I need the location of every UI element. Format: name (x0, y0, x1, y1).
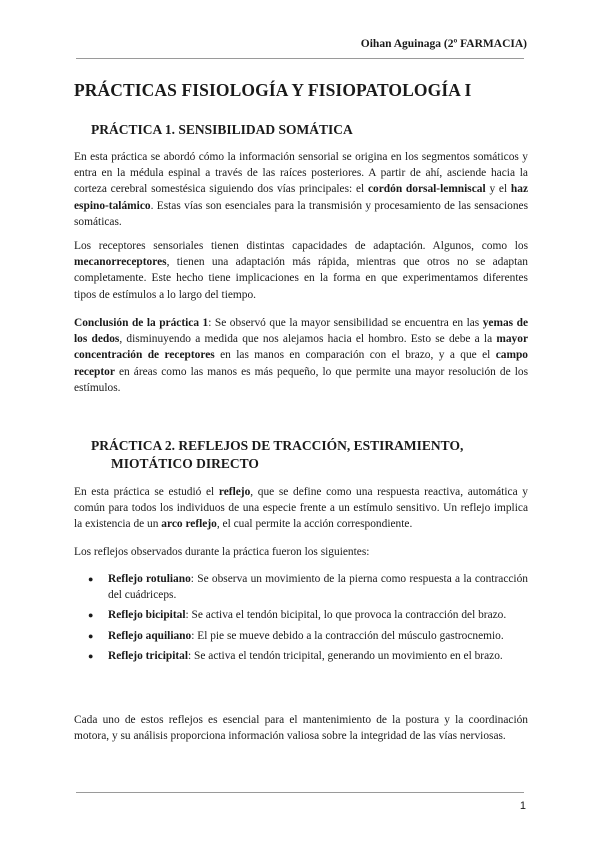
document-title: PRÁCTICAS FISIOLOGÍA Y FISIOPATOLOGÍA I (74, 80, 472, 100)
bullet-icon: ● (88, 610, 94, 621)
bullet-icon: ● (88, 630, 94, 641)
bullet-icon: ● (88, 574, 94, 584)
list-item: ● Reflejo aquiliano: El pie se mueve debido a la contracción del músculo gastrocnemio. (74, 628, 528, 644)
section-1-heading: PRÁCTICA 1. SENSIBILIDAD SOMÁTICA (91, 122, 353, 137)
section-2-paragraph-1: En esta práctica se estudió el reflejo, que se define como una respuesta reactiva, automática y común para todos los individuos de una especie frente a un estímulo sensitivo. Un reflejo implica la existencia de un arco reflejo, el cual permite la acción correspondiente. (74, 486, 528, 531)
page-number: 1 (519, 800, 526, 812)
section-2-paragraph-3: Cada uno de estos reflejos es esencial para el mantenimiento de la postura y la coordinación motora, y su análisis proporciona información valiosa sobre la integridad de las vías nerviosas. (74, 714, 528, 743)
list-item: ● Reflejo rotuliano: Se observa un movimiento de la pierna como respuesta a la contracción del cuádriceps. (88, 573, 528, 602)
list-item: ● Reflejo bicipital: Se activa el tendón bicipital, lo que provoca la contracción del brazo. (74, 607, 528, 623)
section-2-heading-line-2: MIOTÁTICO DIRECTO (111, 456, 259, 471)
header-divider (76, 58, 524, 59)
section-1-conclusion: Conclusión de la práctica 1: Se observó que la mayor sensibilidad se encuentra en las yemas de los dedos, disminuyendo a medida que nos alejamos hacia el hombro. Esto se debe a la mayor concentración de receptores en las manos en comparación con el brazo, y a que el campo receptor en áreas como las manos es más pequeño, lo que permite una mayor resolución de los estímulos. (74, 317, 529, 394)
list-item: ● Reflejo tricipital: Se activa el tendón tricipital, generando un movimiento en el brazo. (74, 648, 528, 664)
bullet-icon: ● (88, 650, 94, 661)
page-header-author: Oihan Aguinaga (2º FARMACIA) (360, 38, 527, 50)
section-2-heading (91, 437, 463, 473)
reflex-list (74, 571, 528, 668)
section-2-paragraph-2: Los reflejos observados durante la práctica fueron los siguientes: (74, 546, 370, 558)
section-1-paragraph-2: Los receptores sensoriales tienen distintas capacidades de adaptación. Algunos, como los mecanorreceptores, tienen una adaptación más rápida, mientras que otros no se adaptan completamente. Este hecho tiene implicaciones en la forma en que experimentamos diferentes tipos de estímulos a lo largo del tiempo. (74, 240, 528, 301)
section-1-paragraph-1: En esta práctica se abordó cómo la información sensorial se origina en los segmentos somáticos y entra en la médula espinal a través de las raíces posteriores. A partir de ahí, asciende hacia la corteza cerebral somestésica siguiendo dos vías principales: el cordón dorsal-lemniscal y el haz espino-talámico. Estas vías son esenciales para la transmisión y procesamiento de las sensaciones somáticas. (74, 151, 529, 228)
footer-divider (76, 792, 524, 793)
section-2-heading-line-1: PRÁCTICA 2. REFLEJOS DE TRACCIÓN, ESTIRAMIENTO, (91, 438, 464, 453)
